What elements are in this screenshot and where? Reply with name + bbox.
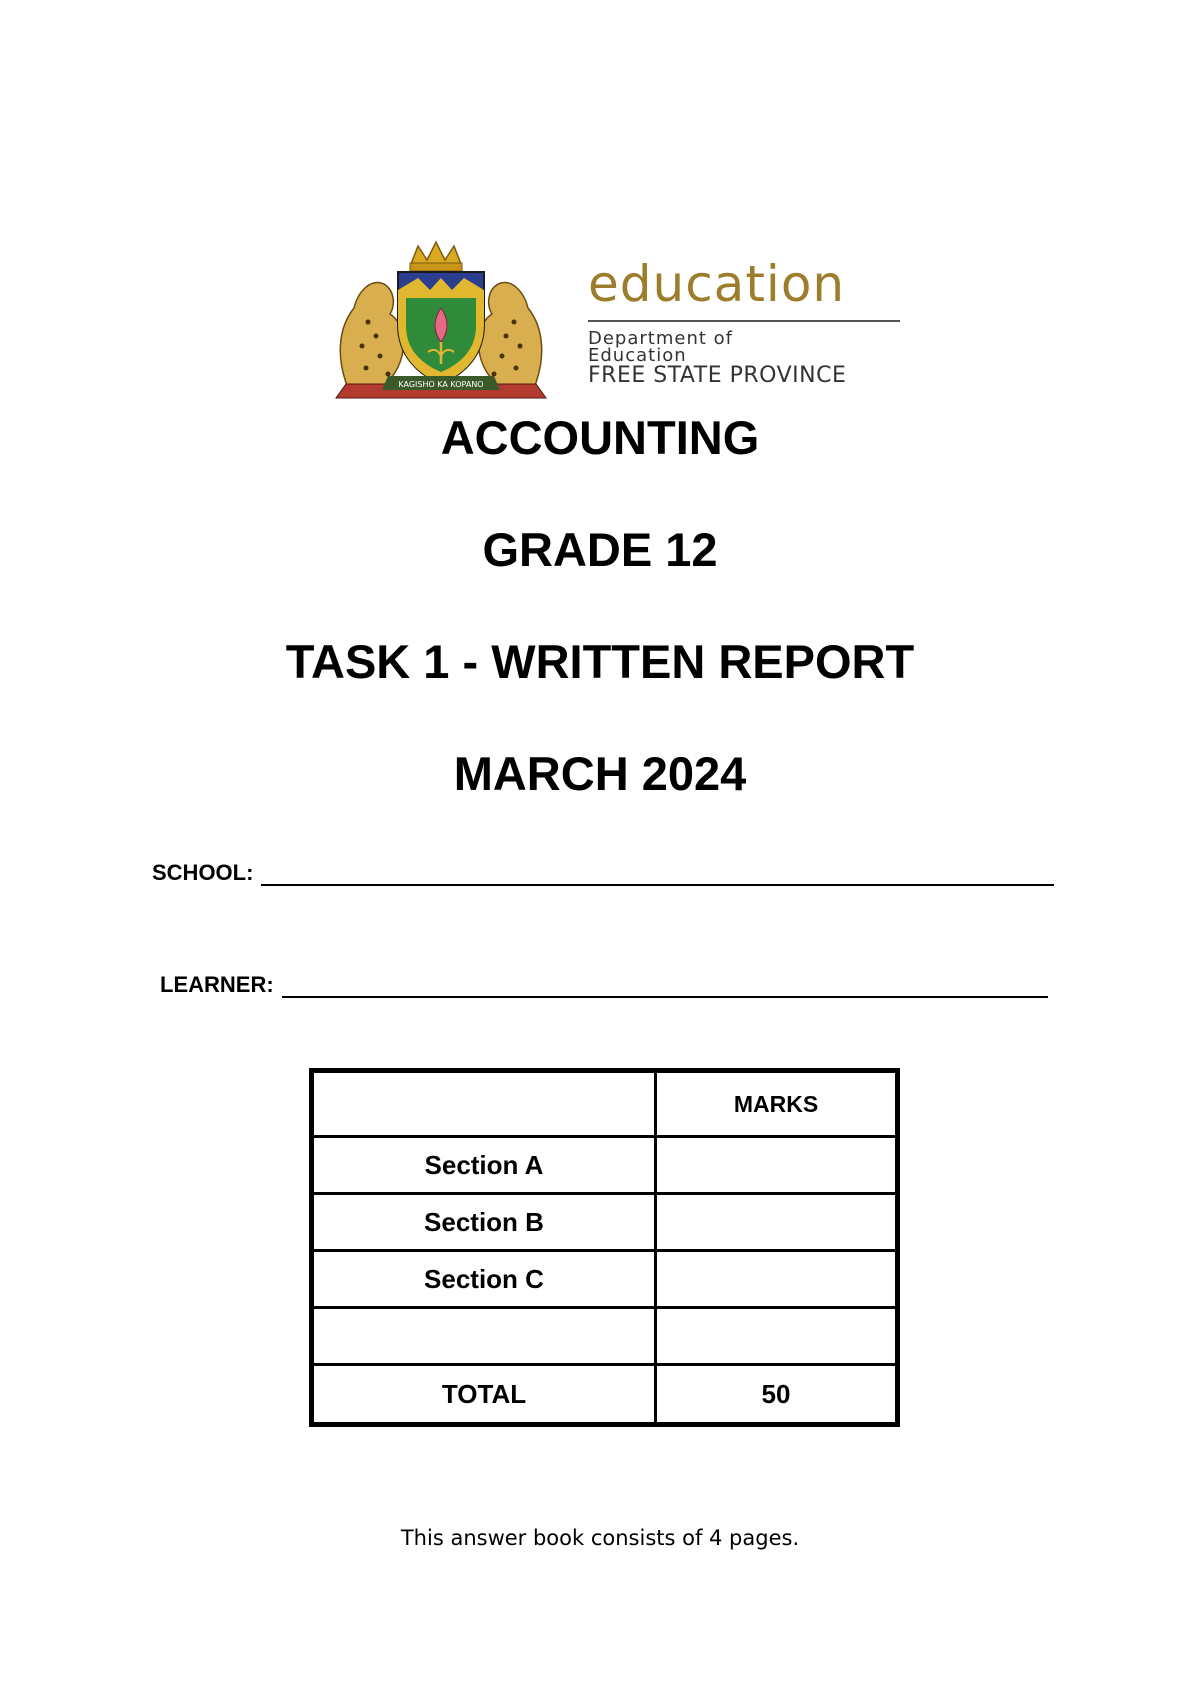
page-count-note: This answer book consists of 4 pages. (400, 1526, 800, 1550)
table-row (312, 1137, 898, 1194)
task-heading: TASK 1 - WRITTEN REPORT (285, 635, 915, 688)
section-marks-cell[interactable] (656, 1137, 898, 1194)
table-row (312, 1308, 898, 1365)
table-total-row (312, 1365, 898, 1425)
school-label: SCHOOL: (152, 860, 254, 885)
table-row (312, 1251, 898, 1308)
motto-text: KAGISHO KA KOPANO (398, 380, 484, 389)
section-marks-cell[interactable] (656, 1308, 898, 1365)
header-label-cell (312, 1071, 656, 1137)
table-header-row (312, 1071, 898, 1137)
school-field (152, 860, 1054, 886)
learner-input-line[interactable] (282, 972, 1048, 998)
section-marks-cell[interactable] (656, 1194, 898, 1251)
subject-heading: ACCOUNTING (440, 411, 760, 464)
logo-province-line: FREE STATE PROVINCE (588, 363, 847, 388)
section-marks-cell[interactable] (656, 1251, 898, 1308)
marks-table (309, 1068, 900, 1427)
logo-wordmark: education (588, 255, 846, 313)
learner-field (160, 972, 1048, 998)
logo-education-line: Education (588, 345, 687, 366)
date-heading: MARCH 2024 (453, 747, 747, 800)
section-label-cell (312, 1308, 656, 1365)
logo-department-line: Department of (588, 328, 733, 349)
school-input-line[interactable] (261, 860, 1054, 886)
learner-label: LEARNER: (160, 972, 274, 997)
table-row (312, 1194, 898, 1251)
section-label-cell: Section A (312, 1137, 656, 1194)
section-label-cell: Section C (312, 1251, 656, 1308)
total-label-cell: TOTAL (312, 1365, 656, 1425)
total-marks-cell: 50 (656, 1365, 898, 1425)
logo-text-block (588, 256, 908, 388)
grade-heading: GRADE 12 (482, 523, 718, 576)
coat-of-arms-icon (318, 238, 564, 408)
logo-rule (588, 320, 900, 322)
header-marks-cell: MARKS (656, 1071, 898, 1137)
education-logo (318, 238, 908, 408)
section-label-cell: Section B (312, 1194, 656, 1251)
